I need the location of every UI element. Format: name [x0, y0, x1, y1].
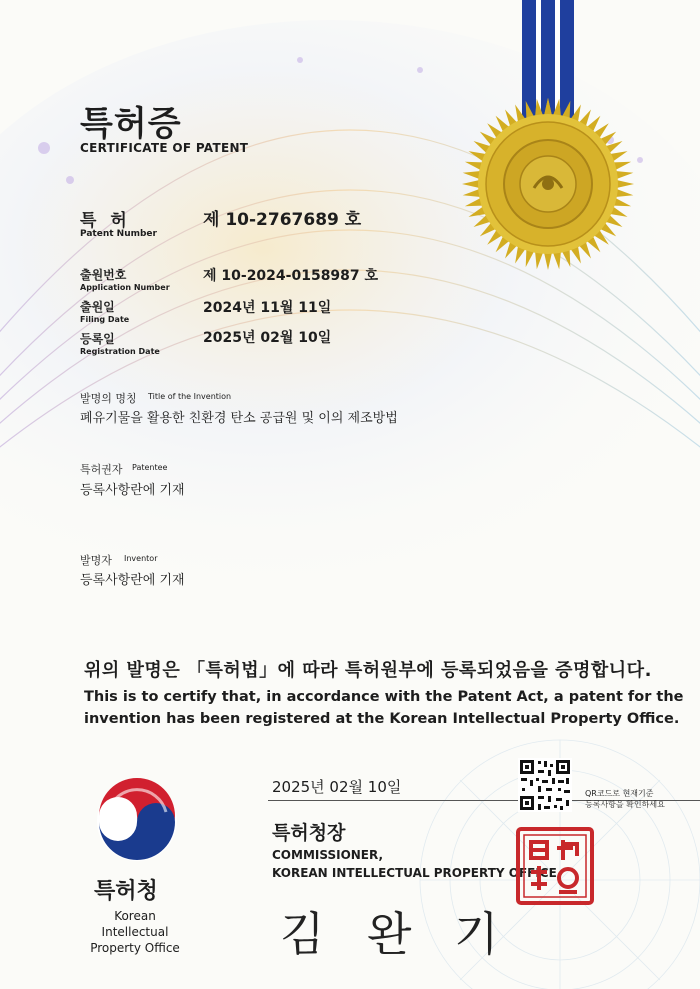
issue-date: 2025년 02월 10일: [272, 778, 402, 796]
patentee-label-ko: 특허권자: [80, 463, 123, 476]
commissioner-line-1: COMMISSIONER,: [272, 848, 384, 862]
qr-note: [585, 788, 665, 810]
qr-note-line-2: 등록사항을 확인하세요: [585, 800, 665, 809]
inventor-label-en: Inventor: [124, 554, 158, 563]
patent-number-label-en: Patent Number: [80, 229, 157, 239]
invention-label-ko: 발명의 명칭: [80, 392, 137, 405]
patentee-label-en: Patentee: [132, 463, 168, 472]
filing-date-label-ko: 출원일: [80, 300, 115, 314]
application-number-label-ko: 출원번호: [80, 268, 127, 282]
commissioner-line-2: KOREAN INTELLECTUAL PROPERTY OFFICE: [272, 866, 557, 880]
certification-line-1: This is to certify that, in accordance with the Patent Act, a patent for the: [84, 689, 684, 705]
application-number-value: 제 10-2024-0158987 호: [203, 268, 379, 284]
application-number-label-en: Application Number: [80, 283, 170, 292]
gold-seal-icon: [460, 96, 636, 272]
qr-code-icon[interactable]: [518, 758, 572, 812]
kipo-name-ko: 특허청: [94, 879, 158, 904]
inventor-label-ko: 발명자: [80, 554, 112, 567]
kipo-name-en-line-1: Korean Intellectual: [101, 909, 169, 939]
commissioner-signature: 김 완 기: [280, 907, 513, 961]
registration-date-value: 2025년 02월 10일: [203, 330, 332, 346]
qr-note-line-1: QR코드로 현재기준: [585, 789, 654, 798]
red-stamp-icon: [515, 826, 595, 906]
kipo-name-en-line-2: Property Office: [90, 941, 180, 955]
kipo-name-en: [80, 908, 190, 956]
patentee-value: 등록사항란에 기재: [80, 483, 185, 498]
kipo-taegeuk-logo-icon: [94, 778, 180, 864]
certificate-title-ko: 특허증: [80, 104, 182, 144]
certification-statement-en: [84, 686, 683, 730]
patent-number-label-ko: 특 허: [80, 211, 131, 231]
patent-number-value: 제 10-2767689 호: [203, 210, 362, 230]
inventor-value: 등록사항란에 기재: [80, 573, 185, 588]
commissioner-title-ko: 특허청장: [272, 822, 346, 844]
invention-label-en: Title of the Invention: [148, 392, 232, 401]
certification-line-2: invention has been registered at the Korean Intellectual Property Office.: [84, 711, 680, 727]
registration-date-label-ko: 등록일: [80, 332, 115, 346]
certification-statement-ko: 위의 발명은 「특허법」에 따라 특허원부에 등록되었음을 증명합니다.: [84, 660, 652, 681]
registration-date-label-en: Registration Date: [80, 347, 160, 356]
filing-date-value: 2024년 11월 11일: [203, 300, 332, 316]
filing-date-label-en: Filing Date: [80, 315, 130, 324]
invention-title-value: 폐유기물을 활용한 친환경 탄소 공급원 및 이의 제조방법: [80, 411, 398, 426]
certificate-title-en: CERTIFICATE OF PATENT: [80, 141, 249, 155]
